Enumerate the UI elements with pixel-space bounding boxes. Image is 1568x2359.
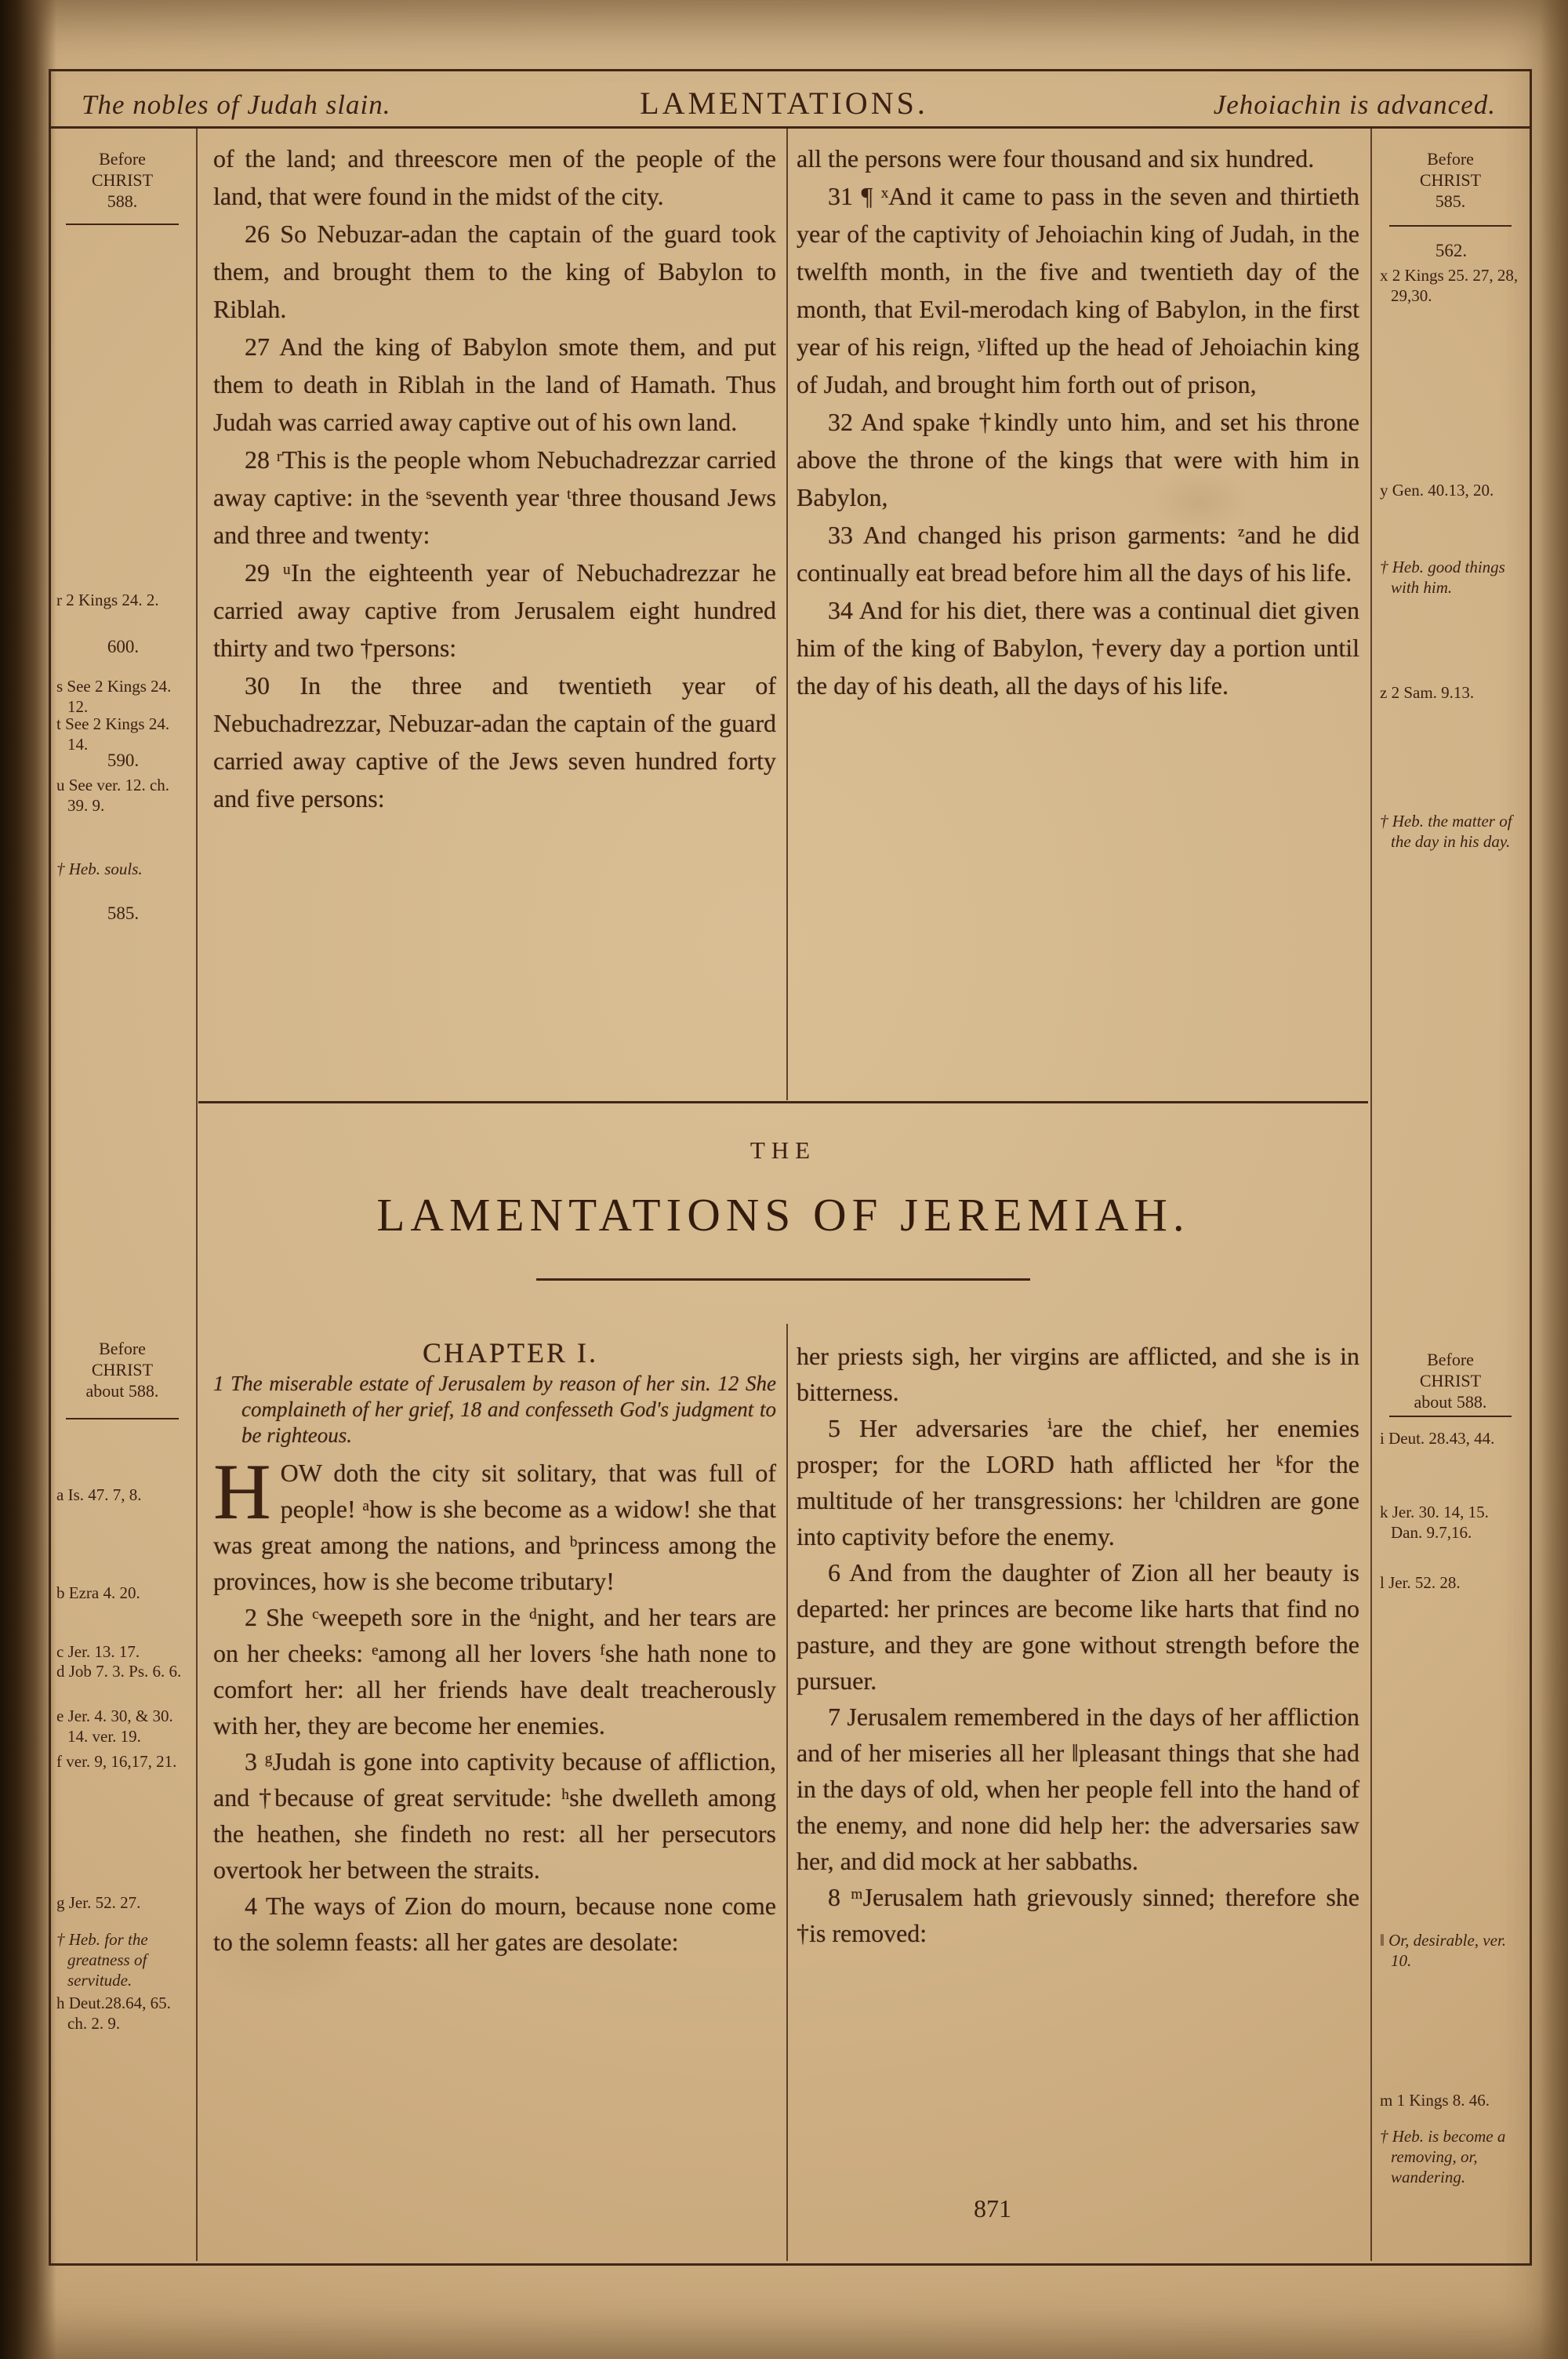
margin-note: i Deut. 28.43, 44. [1380, 1429, 1495, 1448]
bc-line: CHRIST [91, 1360, 154, 1379]
margin-note: z 2 Sam. 9.13. [1380, 683, 1475, 702]
running-head-right: Jehoiachin is advanced. [1213, 89, 1496, 120]
bc-line: about 588. [85, 1381, 159, 1401]
verse-paragraph: 4 The ways of Zion do mourn, because none come to the solemn feasts: all her gates are desolate: [213, 1892, 776, 1956]
verse-paragraph: 5 Her adversaries ⁱare the chief, her enemies prosper; for the LORD hath afflicted her ᵏfor the multitude of her transgressions: her ˡchildren are gone into captivity before the enemy. [797, 1414, 1359, 1550]
bottom-left-margin-column [52, 128, 193, 2261]
verse-paragraph: 2 She ᶜweepeth sore in the ᵈnight, and her tears are on her cheeks: ᵉamong all her lovers ᶠshe hath none to comfort her: all her friends have dealt treacherously with her, they are become her enemies. [213, 1603, 776, 1739]
chronology-date: 590. [107, 751, 140, 770]
before-christ-heading [1375, 1349, 1526, 1412]
lamentations-left-column [213, 1335, 776, 1960]
chronology-date: 585. [107, 903, 140, 923]
running-head-left: The nobles of Judah slain. [82, 89, 391, 120]
verse-paragraph: 32 And spake †kindly unto him, and set his throne above the throne of the kings that were with him in Babylon, [797, 408, 1359, 511]
margin-note: u See ver. 12. ch. 39. 9. [56, 776, 170, 815]
verse-paragraph: 31 ¶ ˣAnd it came to pass in the seven and thirtieth year of the captivity of Jehoiachin king of Judah, in the twelfth month, in the five and twentieth day of the month, that Evil-merodach king of Babylon, in the first year of his reign, ʸlifted up the head of Jehoiachin king of Judah, and brought him forth out of prison, [797, 182, 1359, 398]
before-christ-heading [52, 1338, 193, 1401]
jeremiah52-left-column [213, 140, 776, 817]
margin-note: y Gen. 40.13, 20. [1380, 481, 1494, 500]
verse-paragraph [213, 1448, 776, 1599]
margin-note: f ver. 9, 16,17, 21. [56, 1752, 177, 1771]
margin-note: x 2 Kings 25. 27, 28, 29,30. [1380, 266, 1519, 305]
bc-line: CHRIST [1419, 1371, 1482, 1390]
chronology-date: 600. [107, 637, 140, 656]
verse-paragraph: 8 ᵐJerusalem hath grievously sinned; therefore she †is removed: [797, 1883, 1359, 1947]
verse-paragraph: 3 ᵍJudah is gone into captivity because of affliction, and †because of great servitude: ʰshe dwelleth among the heathen, she findeth no rest: all her persecutors overtook her between the straits. [213, 1747, 776, 1884]
verse-paragraph: all the persons were four thousand and six hundred. [797, 144, 1315, 173]
margin-note: g Jer. 52. 27. [56, 1893, 141, 1912]
verse-paragraph: 27 And the king of Babylon smote them, and put them to death in Riblah in the land of Hamath. Thus Judah was carried away captive out of his own land. [213, 333, 776, 436]
margin-note: † Heb. good things with him. [1380, 558, 1505, 597]
before-christ-rule [1389, 1416, 1512, 1417]
margin-note: c Jer. 13. 17. [56, 1642, 140, 1661]
margin-note: † Heb. the matter of the day in his day. [1380, 812, 1512, 851]
page-edge-shadow [1540, 0, 1568, 2359]
verse-text: OW doth the city sit solitary, that was full of people! ᵃhow is she become as a widow! she that was great among the nations, and ᵇprincess among the provinces, how is she become tributary! [213, 1459, 776, 1595]
center-column-rule-bottom [786, 1324, 788, 2261]
bc-line: Before [1427, 1350, 1474, 1369]
left-margin-rule [196, 128, 198, 2261]
book-title-the: THE [750, 1136, 817, 1164]
verse-paragraph: her priests sigh, her virgins are afflicted, and she is in bitterness. [797, 1342, 1359, 1406]
margin-note: d Job 7. 3. Ps. 6. 6. [56, 1662, 182, 1681]
title-bottom-rule [536, 1278, 1030, 1281]
bc-line: 588. [107, 191, 138, 211]
margin-note: t See 2 Kings 24. 14. [56, 714, 170, 754]
margin-note: a Is. 47. 7, 8. [56, 1485, 142, 1504]
bc-line: 585. [1435, 191, 1466, 211]
margin-note: m 1 Kings 8. 46. [1380, 2091, 1490, 2110]
running-head-title: LAMENTATIONS. [640, 85, 928, 121]
bc-line: Before [99, 1339, 146, 1358]
bc-line: Before [1427, 149, 1474, 169]
margin-note: † Heb. for the greatness of servitude. [56, 1930, 148, 1990]
verse-paragraph: of the land; and threescore men of the people of the land, that were found in the midst of the city. [213, 144, 776, 210]
verse-paragraph: 29 ᵘIn the eighteenth year of Nebuchadrezzar he carried away captive from Jerusalem eight hundred thirty and two †persons: [213, 558, 776, 662]
chapter-summary: 1 The miserable estate of Jerusalem by reason of her sin. 12 She complaineth of her grief, 18 and confesseth God's judgment to be righteous. [213, 1372, 776, 1447]
header-rule [49, 126, 1530, 129]
title-top-rule [198, 1101, 1368, 1103]
verse-paragraph: 28 ʳThis is the people whom Nebuchadrezzar carried away captive: in the ˢseventh year ᵗthree thousand Jews and three and twenty: [213, 445, 776, 549]
verse-paragraph: 30 In the three and twentieth year of Nebuchadrezzar, Nebuzar-adan the captain of the guard carried away captive of the Jews seven hundred forty and five persons: [213, 671, 776, 812]
margin-note: k Jer. 30. 14, 15. Dan. 9.7,16. [1380, 1503, 1489, 1542]
verse-paragraph: 33 And changed his prison garments: ᶻand he did continually eat bread before him all the days of his life. [797, 521, 1359, 587]
margin-note: e Jer. 4. 30, & 30. 14. ver. 19. [56, 1707, 173, 1746]
before-christ-rule [66, 1418, 179, 1419]
bc-line: CHRIST [91, 170, 154, 190]
margin-note: h Deut.28.64, 65. ch. 2. 9. [56, 1994, 171, 2033]
verse-paragraph: 34 And for his diet, there was a continual diet given him of the king of Babylon, †every day a portion until the day of his death, all the days of his life. [797, 596, 1359, 700]
chronology-date: 562. [1435, 241, 1468, 260]
verse-paragraph: 6 And from the daughter of Zion all her beauty is departed: her princes are become like harts that find no pasture, and they are gone without strength before the pursuer. [797, 1558, 1359, 1695]
margin-note: † Heb. souls. [56, 860, 143, 878]
page-number: 871 [974, 2194, 1011, 2223]
verse-paragraph: 7 Jerusalem remembered in the days of her affliction and of her miseries all her ‖pleasant things that she had in the days of old, when her people fell into the hand of the enemy, and none did help her: the adversaries saw her, and did mock at her sabbaths. [797, 1703, 1359, 1875]
center-column-rule-top [786, 128, 788, 1100]
bc-line: Before [99, 149, 146, 169]
drop-cap: H [213, 1448, 271, 1536]
margin-note: l Jer. 52. 28. [1380, 1573, 1461, 1592]
margin-note: r 2 Kings 24. 2. [56, 591, 159, 609]
book-title-block [198, 1101, 1368, 1281]
margin-note: ‖ Or, desirable, ver. 10. [1380, 1931, 1507, 1970]
margin-note: s See 2 Kings 24. 12. [56, 677, 172, 716]
jeremiah52-right-column [797, 140, 1359, 704]
book-title-main: LAMENTATIONS OF JEREMIAH. [376, 1189, 1190, 1241]
margin-note: b Ezra 4. 20. [56, 1583, 140, 1602]
verse-paragraph: 26 So Nebuzar-adan the captain of the guard took them, and brought them to the king of Babylon to Riblah. [213, 220, 776, 323]
margin-note: † Heb. is become a removing, or, wandering. [1380, 2127, 1506, 2186]
bc-line: CHRIST [1419, 170, 1482, 190]
chapter-heading: CHAPTER I. [422, 1337, 598, 1369]
bottom-right-margin-column [1375, 128, 1526, 2261]
bc-line: about 588. [1414, 1392, 1487, 1412]
lamentations-right-column [797, 1338, 1359, 1951]
right-margin-rule [1370, 128, 1372, 2261]
